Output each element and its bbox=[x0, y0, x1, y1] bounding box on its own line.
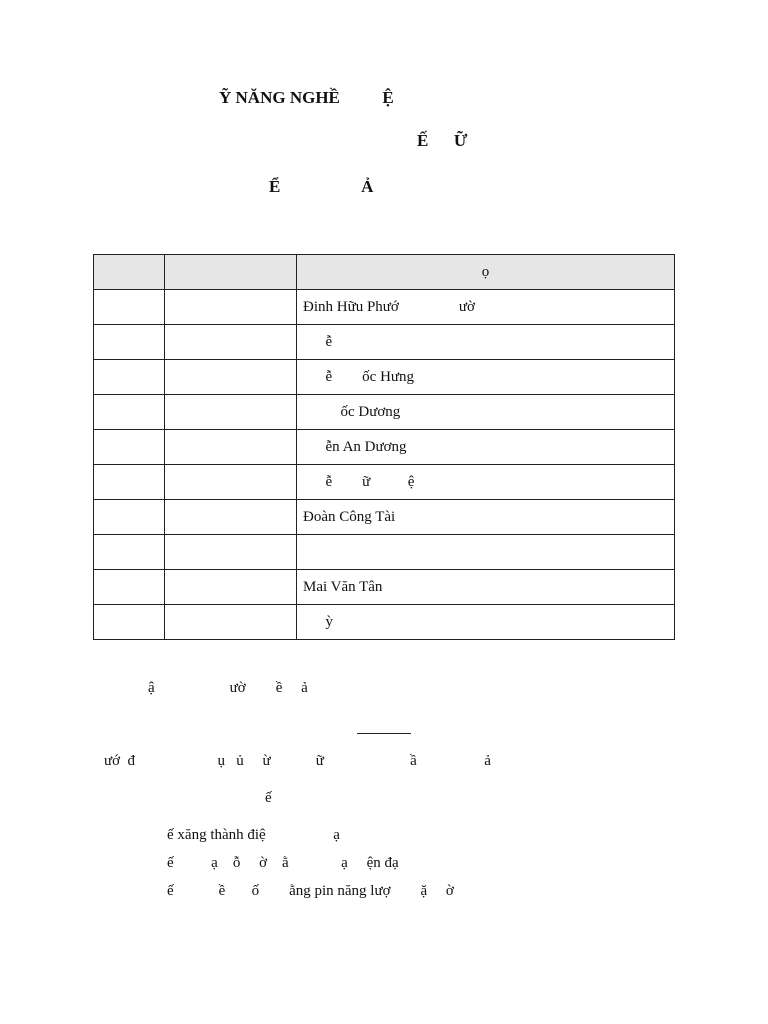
table-cell bbox=[94, 605, 165, 640]
table-header-cell bbox=[165, 255, 297, 290]
table-row bbox=[94, 570, 675, 605]
title-line-3: Ể Ả bbox=[269, 177, 374, 196]
table-cell bbox=[165, 465, 297, 500]
table-cell bbox=[165, 535, 297, 570]
table-cell bbox=[94, 500, 165, 535]
table-cell: ễ ữ ệ bbox=[297, 465, 675, 500]
table-row bbox=[94, 395, 675, 430]
table-cell bbox=[165, 605, 297, 640]
table-cell bbox=[94, 360, 165, 395]
table-row bbox=[94, 535, 675, 570]
table-cell bbox=[165, 360, 297, 395]
section-heading: ế bbox=[265, 790, 272, 806]
table-cell bbox=[94, 430, 165, 465]
list-item: ế xăng thành điệ ạ bbox=[167, 827, 340, 843]
table-row bbox=[94, 290, 675, 325]
table-cell bbox=[165, 500, 297, 535]
table-cell: ỳ bbox=[297, 605, 675, 640]
divider bbox=[357, 733, 411, 734]
table-cell: ễn An Dương bbox=[297, 430, 675, 465]
table-cell: Mai Văn Tân bbox=[297, 570, 675, 605]
table-cell: Đoàn Công Tài bbox=[297, 500, 675, 535]
table-cell bbox=[297, 535, 675, 570]
table-cell bbox=[94, 535, 165, 570]
table-row bbox=[94, 605, 675, 640]
table-header-cell: ọ bbox=[297, 255, 675, 290]
table-header-cell bbox=[94, 255, 165, 290]
member-table bbox=[93, 254, 675, 640]
list-item: ế ạ ỗ ờ ằ ạ ện đạ bbox=[167, 855, 399, 871]
table-row bbox=[94, 325, 675, 360]
table-cell bbox=[94, 570, 165, 605]
table-cell bbox=[165, 430, 297, 465]
table-cell bbox=[94, 395, 165, 430]
table-cell: ốc Dương bbox=[297, 395, 675, 430]
table-cell bbox=[94, 290, 165, 325]
instructor-line: ậ ườ ề ả bbox=[148, 680, 308, 696]
table-header-row bbox=[94, 255, 675, 290]
intro-paragraph: ướ đ ụ ủ ừ ữ ầ ả bbox=[104, 753, 491, 769]
table-cell bbox=[94, 325, 165, 360]
table-cell bbox=[165, 570, 297, 605]
table-cell bbox=[165, 290, 297, 325]
table-row bbox=[94, 430, 675, 465]
table-row bbox=[94, 465, 675, 500]
table-cell: Đinh Hữu Phướ ườ bbox=[297, 290, 675, 325]
list-item: ế ề ố ằng pin năng lượ ặ ờ bbox=[167, 883, 454, 899]
table-cell: ễ bbox=[297, 325, 675, 360]
title-line-2: Ế Ữ bbox=[417, 131, 468, 150]
table-cell bbox=[165, 395, 297, 430]
table-row bbox=[94, 360, 675, 395]
table-row bbox=[94, 500, 675, 535]
title-line-1: Ỹ NĂNG NGHỀ Ệ bbox=[219, 88, 394, 107]
table-cell bbox=[94, 465, 165, 500]
table-cell: ễ ốc Hưng bbox=[297, 360, 675, 395]
table-cell bbox=[165, 325, 297, 360]
